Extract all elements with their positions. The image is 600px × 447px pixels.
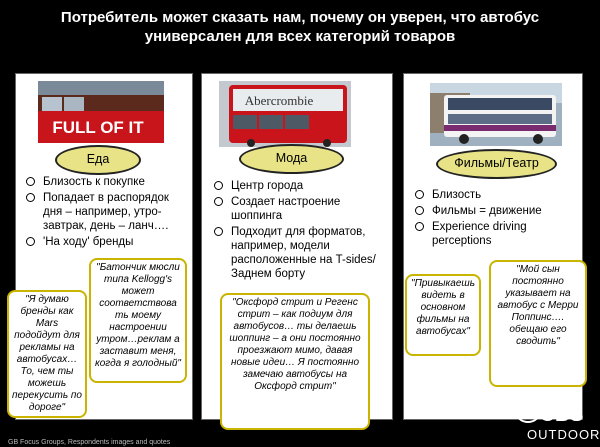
- svg-text:FULL OF IT: FULL OF IT: [52, 118, 144, 137]
- bullet-icon: [415, 190, 424, 199]
- bullet-list-fashion: [211, 179, 391, 283]
- bullet-item: 'На ходу' бренды: [23, 235, 188, 249]
- quote-mars: "Я думаю бренды как Mars подойдут для рекламы на автобусах… То, чем ты можешь перекусить по дороге": [7, 290, 87, 418]
- svg-text:Abercrombie: Abercrombie: [244, 93, 314, 108]
- cbs-eye-icon: [517, 406, 539, 424]
- logo-sub: OUTDOOR: [527, 427, 600, 442]
- bullet-item: Попадает в распорядок дня – например, утро-завтрак, день – ланч….: [23, 191, 188, 233]
- bullet-item: Фильмы = движение: [412, 204, 582, 218]
- bus-photo-food: [38, 81, 164, 143]
- category-label-movies: Фильмы/Театр: [436, 149, 557, 179]
- quote-mary-poppins: "Мой сын постоянно указывает на автобус с Мерри Поппинс…. обещаю его сводить": [489, 260, 587, 387]
- bullet-icon: [26, 237, 35, 246]
- bullet-item: Близость: [412, 188, 582, 202]
- bullet-icon: [214, 197, 223, 206]
- bullet-item: Центр города: [211, 179, 391, 193]
- bullet-icon: [26, 193, 35, 202]
- bullet-icon: [415, 222, 424, 231]
- bullet-item: Близость к покупке: [23, 175, 188, 189]
- logo-brand: CBS: [540, 404, 584, 426]
- source-footnote: GB Focus Groups, Respondents images and quotes: [8, 439, 171, 446]
- title-line-1: Потребитель может сказать нам, почему он уверен, что автобус: [60, 9, 540, 26]
- category-label-food: Еда: [55, 145, 141, 175]
- cbs-outdoor-logo: [515, 404, 600, 444]
- title-line-2: универсален для всех категорий товаров: [144, 28, 456, 45]
- bus-photo-fashion: [219, 81, 351, 147]
- bullet-icon: [415, 206, 424, 215]
- bullet-list-movies: [412, 188, 582, 250]
- bullet-item: Experience driving perceptions: [412, 220, 582, 248]
- bullet-list-food: [23, 175, 188, 251]
- bullet-item: Подходит для форматов, например, модели расположенные на T-sides/Заднем борту: [211, 225, 391, 281]
- quote-kelloggs: "Батончик мюсли типа Kellogg's может соответствова ть моему настроении утром…реклам а заставит меня, когда я голодный": [89, 258, 187, 383]
- bullet-icon: [214, 181, 223, 190]
- bullet-icon: [26, 177, 35, 186]
- bullet-icon: [214, 227, 223, 236]
- quote-oxford-street: "Оксфорд стрит и Регенс стрит – как подиум для автобусов… ты делаешь шоппинг – а они постоянно проезжают мимо, давая новые идеи… Я постоянно замечаю автобусы на Оксфорд стрит": [220, 293, 370, 430]
- category-label-fashion: Мода: [239, 144, 344, 174]
- quote-films-on-buses: "Привыкаешь видеть в основном фильмы на автобусах": [405, 274, 481, 356]
- bus-photo-movies: [430, 83, 562, 146]
- bullet-item: Создает настроение шоппинга: [211, 195, 391, 223]
- slide-title: [0, 8, 600, 46]
